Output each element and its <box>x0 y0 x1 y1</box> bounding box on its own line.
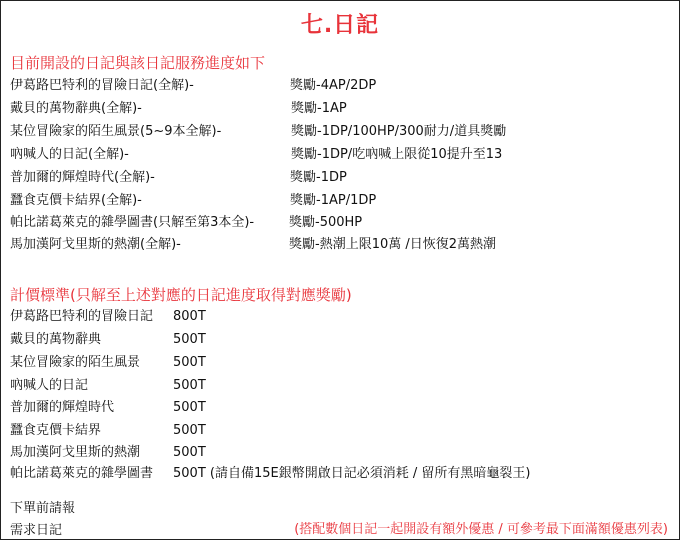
diary-reward: 獎勵-熱潮上限10萬 /日恢復2萬熱潮 <box>289 237 497 252</box>
diary-reward: 獎勵-1AP <box>291 101 347 116</box>
diary-name: 吶喊人的日記 <box>10 378 89 393</box>
discount-note: (搭配數個日記一起開設有額外優惠 / 可參考最下面滿額優惠列表) <box>294 522 668 537</box>
diary-price: 500T <box>173 378 206 393</box>
diary-price: 500T <box>173 400 206 415</box>
diary-name: 蠶食克價卡結界 <box>10 423 102 438</box>
diary-price: 800T <box>173 309 206 324</box>
diary-name: 戴貝的萬物辭典 <box>10 332 102 347</box>
diary-name: 普加爾的輝煌時代 <box>10 400 115 415</box>
diary-name: 伊葛路巴特利的冒險日記(全解)- <box>10 78 194 93</box>
diary-price: 500T <box>173 355 206 370</box>
diary-reward: 獎勵-500HP <box>289 215 363 230</box>
order-instruction: 下單前請報 <box>10 501 76 516</box>
diary-reward: 獎勵-1DP/100HP/300耐力/道具獎勵 <box>291 124 507 139</box>
diary-name: 伊葛路巴特利的冒險日記 <box>10 309 154 324</box>
diary-name: 馬加漢阿戈里斯的熱潮(全解)- <box>10 237 181 252</box>
order-instruction-2: 需求日記 <box>10 523 63 538</box>
progress-section-heading: 目前開設的日記與該日記服務進度如下 <box>10 54 266 72</box>
diary-reward: 獎勵-4AP/2DP <box>290 78 377 93</box>
diary-name: 帕比諾葛萊克的雜學圖書(只解至第3本全)- <box>10 215 255 230</box>
diary-price: 500T <box>173 445 206 460</box>
diary-reward: 獎勵-1AP/1DP <box>290 193 377 208</box>
diary-price: 500T (請自備15E銀幣開啟日記必須消耗 / 留所有黑暗龜裂王) <box>173 466 531 481</box>
diary-name: 某位冒險家的陌生風景(5~9本全解)- <box>10 124 222 139</box>
diary-name: 馬加漢阿戈里斯的熱潮 <box>10 445 141 460</box>
diary-name: 帕比諾葛萊克的雜學圖書 <box>10 466 154 481</box>
diary-name: 戴貝的萬物辭典(全解)- <box>10 101 142 116</box>
pricing-section-heading: 計價標準(只解至上述對應的日記進度取得對應獎勵) <box>10 286 352 304</box>
diary-name: 吶喊人的日記(全解)- <box>10 147 129 162</box>
diary-name: 蠶食克價卡結界(全解)- <box>10 193 142 208</box>
diary-price: 500T <box>173 423 206 438</box>
diary-reward: 獎勵-1DP <box>290 170 347 185</box>
diary-price: 500T <box>173 332 206 347</box>
diary-reward: 獎勵-1DP/吃吶喊上限從10提升至13 <box>291 147 503 162</box>
diary-name: 普加爾的輝煌時代(全解)- <box>10 170 155 185</box>
diary-name: 某位冒險家的陌生風景 <box>10 355 141 370</box>
page-title: 七.日記 <box>300 13 380 38</box>
